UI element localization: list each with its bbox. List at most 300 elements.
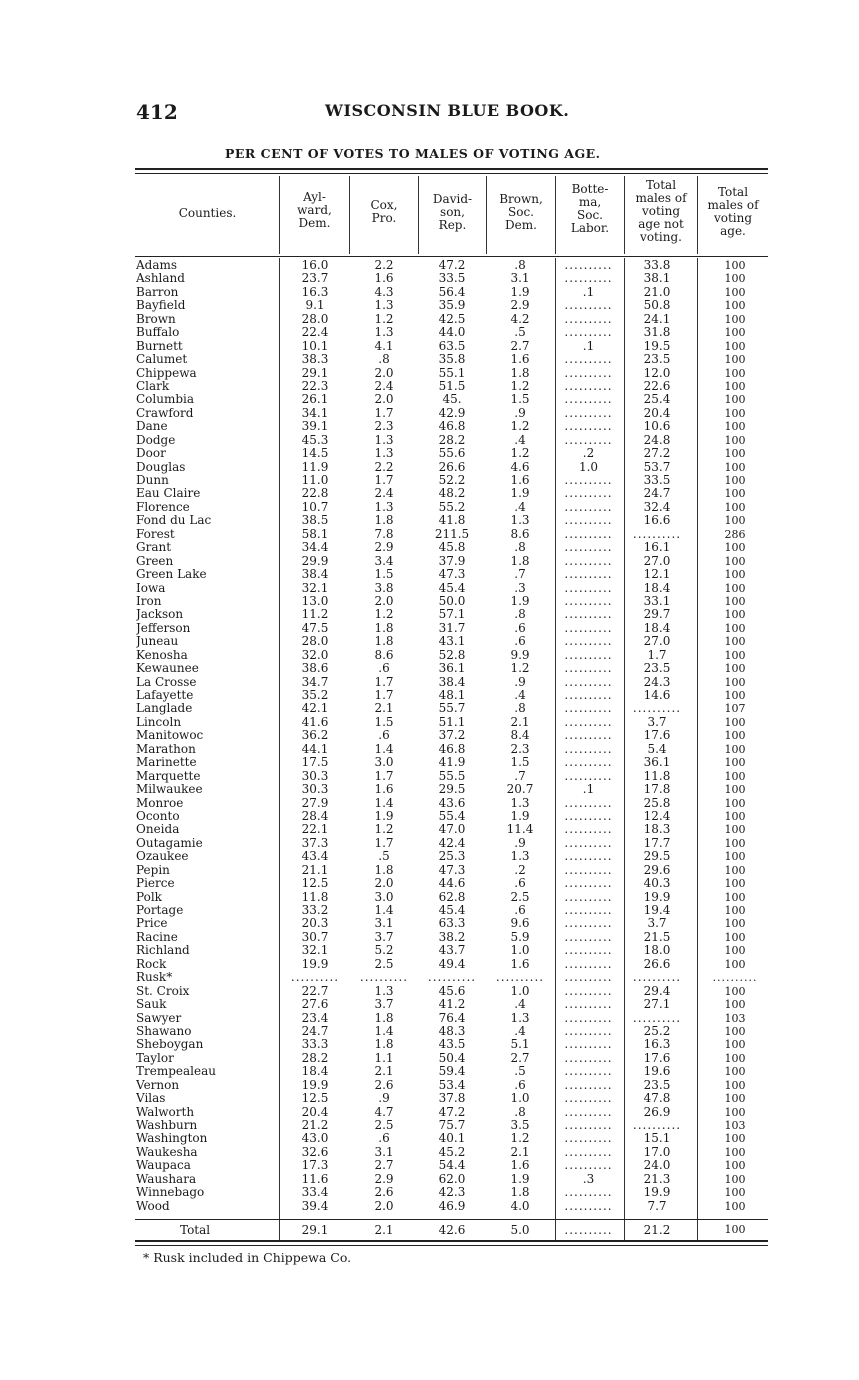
table-cell: 2.2 bbox=[374, 459, 394, 474]
table-cell: 1.8 bbox=[374, 634, 394, 649]
table-cell: 24.3 bbox=[643, 674, 671, 689]
county-name: Bayfield bbox=[136, 299, 186, 313]
table-row bbox=[136, 931, 768, 944]
table-cell: 100 bbox=[724, 1078, 746, 1092]
table-row bbox=[136, 1159, 768, 1172]
table-cell: 23.5 bbox=[643, 661, 671, 676]
table-cell: 100 bbox=[724, 1199, 746, 1213]
total-row bbox=[136, 1223, 768, 1237]
top-rule bbox=[135, 168, 768, 170]
table-cell: 43.0 bbox=[301, 1131, 329, 1146]
top-rule-thin bbox=[135, 173, 768, 174]
table-cell: 42.4 bbox=[438, 835, 466, 850]
table-cell: .......... bbox=[564, 513, 613, 528]
table-cell: 1.7 bbox=[374, 405, 394, 420]
footnote: * Rusk included in Chippewa Co. bbox=[143, 1250, 352, 1265]
table-cell: .......... bbox=[712, 971, 758, 985]
county-name: Columbia bbox=[136, 393, 195, 407]
table-cell: 100 bbox=[724, 299, 746, 313]
table-cell: 1.3 bbox=[510, 795, 530, 810]
table-cell: 2.7 bbox=[510, 1050, 530, 1065]
table-cell: 11.9 bbox=[301, 459, 329, 474]
table-cell: 18.4 bbox=[301, 1064, 329, 1079]
table-cell: 33.5 bbox=[643, 473, 671, 487]
table-row bbox=[136, 582, 768, 595]
table-row bbox=[136, 797, 768, 810]
table-cell: 1.8 bbox=[510, 553, 530, 568]
table-row bbox=[136, 595, 768, 608]
table-cell: 47.8 bbox=[643, 1091, 671, 1106]
county-name: Jackson bbox=[136, 608, 184, 622]
column-header: Botte- ma, Soc. Labor. bbox=[570, 182, 610, 235]
table-cell: .1 bbox=[582, 338, 595, 353]
table-cell: 32.6 bbox=[301, 1144, 329, 1159]
table-cell: 1.7 bbox=[374, 688, 394, 702]
table-row bbox=[136, 393, 768, 406]
county-name: Rusk* bbox=[136, 971, 173, 985]
table-cell: .6 bbox=[514, 1077, 526, 1092]
county-name: Green Lake bbox=[136, 568, 207, 582]
table-cell: 17.7 bbox=[643, 835, 671, 850]
table-cell: .8 bbox=[514, 607, 526, 622]
table-row bbox=[136, 447, 768, 460]
table-cell: .......... bbox=[564, 741, 613, 756]
table-cell: .......... bbox=[564, 473, 613, 487]
table-row bbox=[136, 676, 768, 689]
table-cell: .1 bbox=[582, 284, 595, 299]
table-cell: 100 bbox=[724, 554, 746, 568]
county-name: Walworth bbox=[136, 1105, 195, 1119]
table-row bbox=[136, 434, 768, 447]
table-cell: .......... bbox=[564, 889, 613, 904]
county-name: Racine bbox=[136, 930, 178, 944]
table-cell: 100 bbox=[724, 998, 746, 1012]
table-cell: .1 bbox=[582, 782, 595, 797]
county-name: Sauk bbox=[136, 998, 167, 1012]
table-row bbox=[136, 259, 768, 272]
table-row bbox=[136, 1106, 768, 1119]
table-cell: 1.8 bbox=[374, 513, 394, 528]
table-cell: 63.3 bbox=[438, 916, 466, 931]
table-cell: 35.9 bbox=[438, 298, 466, 313]
table-cell: 45.2 bbox=[438, 1144, 466, 1159]
county-name: Wood bbox=[136, 1199, 170, 1213]
table-cell: 100 bbox=[724, 312, 746, 326]
column-header: Total males of voting age. bbox=[707, 185, 759, 238]
table-cell: 100 bbox=[724, 420, 746, 434]
column-header: Brown, Soc. Dem. bbox=[499, 192, 543, 232]
table-cell: 38.4 bbox=[438, 674, 466, 689]
table-cell: 100 bbox=[724, 715, 746, 729]
table-cell: 1.8 bbox=[510, 365, 530, 380]
table-cell: 25.2 bbox=[643, 1023, 671, 1038]
table-cell: 100 bbox=[724, 904, 746, 917]
table-cell: 20.4 bbox=[301, 1104, 329, 1119]
table-cell: 3.7 bbox=[374, 929, 394, 944]
table-cell: 29.9 bbox=[301, 553, 329, 568]
table-cell: 100 bbox=[724, 541, 746, 555]
table-cell: 32.1 bbox=[301, 943, 329, 958]
table-cell: 33.4 bbox=[301, 1185, 329, 1200]
table-cell: 100 bbox=[724, 635, 746, 649]
table-cell: 100 bbox=[724, 917, 746, 931]
table-cell: .......... bbox=[564, 405, 613, 420]
table-cell: 100 bbox=[724, 850, 746, 864]
table-cell: 1.5 bbox=[374, 714, 394, 729]
table-cell: 43.4 bbox=[301, 849, 329, 864]
table-cell: .8 bbox=[514, 258, 526, 272]
table-cell: .......... bbox=[564, 849, 613, 864]
table-row bbox=[136, 1146, 768, 1159]
table-cell: 5.4 bbox=[647, 741, 667, 756]
table-cell: 55.4 bbox=[438, 808, 466, 823]
table-body bbox=[136, 259, 768, 1213]
table-cell: .7 bbox=[514, 768, 526, 783]
table-cell: .......... bbox=[564, 903, 613, 917]
table-cell: 2.3 bbox=[374, 419, 394, 434]
table-row bbox=[136, 353, 768, 366]
county-name: Door bbox=[136, 447, 166, 461]
table-cell: 5.1 bbox=[510, 1037, 530, 1052]
table-cell: 17.3 bbox=[301, 1158, 329, 1173]
table-cell: 33.8 bbox=[643, 258, 671, 272]
table-cell: 21.5 bbox=[643, 929, 671, 944]
table-cell: 1.4 bbox=[374, 1023, 394, 1038]
county-name: Marquette bbox=[136, 769, 201, 783]
table-cell: 1.2 bbox=[374, 311, 394, 326]
table-cell: 24.1 bbox=[643, 311, 671, 326]
county-name: Lafayette bbox=[136, 689, 194, 702]
table-cell: 26.6 bbox=[438, 459, 466, 474]
table-cell: 1.2 bbox=[510, 378, 530, 393]
table-cell: 37.2 bbox=[438, 728, 466, 743]
table-cell: 19.6 bbox=[643, 1064, 671, 1079]
table-cell: .......... bbox=[564, 580, 613, 595]
table-cell: 26.1 bbox=[301, 392, 329, 407]
county-name: Juneau bbox=[136, 635, 179, 649]
county-name: Richland bbox=[136, 944, 190, 958]
table-row bbox=[136, 756, 768, 769]
county-name: Dodge bbox=[136, 433, 176, 447]
table-cell: 29.5 bbox=[438, 782, 466, 797]
county-name: Eau Claire bbox=[136, 487, 201, 501]
table-cell: 52.8 bbox=[438, 647, 466, 662]
table-row bbox=[136, 1052, 768, 1065]
table-cell: 37.3 bbox=[301, 835, 329, 850]
table-cell: 47.2 bbox=[438, 1104, 466, 1119]
county-name: Iron bbox=[136, 594, 162, 608]
table-cell: 26.6 bbox=[643, 956, 671, 971]
table-cell: 3.0 bbox=[374, 889, 394, 904]
table-cell: 47.2 bbox=[438, 258, 466, 272]
table-row bbox=[136, 568, 768, 581]
table-cell: 2.1 bbox=[374, 1223, 394, 1237]
table-cell: .......... bbox=[632, 1010, 682, 1025]
table-cell: 18.4 bbox=[643, 620, 671, 635]
table-cell: 3.4 bbox=[374, 553, 394, 568]
table-row bbox=[136, 783, 768, 796]
table-cell: 38.2 bbox=[438, 929, 466, 944]
table-cell: 33.2 bbox=[301, 903, 329, 917]
table-cell: 33.1 bbox=[643, 593, 671, 608]
table-cell: 1.0 bbox=[578, 459, 599, 474]
table-cell: 39.1 bbox=[301, 419, 329, 434]
table-cell: 50.8 bbox=[643, 298, 671, 313]
table-cell: .......... bbox=[564, 325, 613, 340]
table-cell: 8.6 bbox=[510, 526, 530, 541]
table-cell: 16.6 bbox=[643, 513, 671, 528]
county-name: Florence bbox=[136, 500, 190, 514]
table-cell: 2.1 bbox=[374, 1064, 394, 1079]
table-cell: .......... bbox=[564, 862, 613, 877]
table-cell: 46.8 bbox=[438, 419, 466, 434]
table-cell: .6 bbox=[514, 903, 526, 917]
table-cell: 62.0 bbox=[438, 1171, 466, 1186]
table-cell: 32.4 bbox=[643, 499, 671, 514]
table-cell: .......... bbox=[564, 365, 613, 380]
table-cell: 19.4 bbox=[643, 903, 671, 917]
table-cell: .7 bbox=[514, 567, 526, 582]
table-cell: 100 bbox=[724, 1159, 746, 1173]
table-cell: 55.6 bbox=[438, 446, 466, 461]
table-cell: 11.8 bbox=[301, 889, 329, 904]
table-cell: 34.7 bbox=[301, 674, 329, 689]
table-cell: 100 bbox=[724, 1105, 746, 1119]
county-name: Adams bbox=[136, 259, 178, 272]
county-name: Waukesha bbox=[136, 1145, 198, 1159]
table-cell: 11.8 bbox=[643, 768, 671, 783]
table-cell: 45.6 bbox=[438, 983, 466, 998]
table-cell: .......... bbox=[564, 647, 613, 662]
table-cell: 29.1 bbox=[301, 365, 329, 380]
table-cell: 100 bbox=[724, 1223, 746, 1236]
table-cell: 41.2 bbox=[438, 997, 466, 1012]
table-cell: 35.2 bbox=[301, 688, 329, 702]
county-name: Kenosha bbox=[136, 648, 188, 662]
table-cell: 2.0 bbox=[374, 392, 394, 407]
table-cell: .9 bbox=[378, 1091, 390, 1106]
table-cell: 1.2 bbox=[374, 822, 394, 837]
table-cell: .8 bbox=[378, 352, 390, 367]
table-cell: 2.9 bbox=[374, 1171, 394, 1186]
table-cell: 47.0 bbox=[438, 822, 466, 837]
table-cell: .......... bbox=[564, 1023, 613, 1038]
table-cell: 3.8 bbox=[374, 580, 394, 595]
county-name: Crawford bbox=[136, 406, 194, 420]
table-cell: 30.7 bbox=[301, 929, 329, 944]
table-row bbox=[136, 474, 768, 487]
table-row bbox=[136, 1038, 768, 1051]
table-cell: 100 bbox=[724, 742, 746, 756]
table-cell: 1.2 bbox=[374, 607, 394, 622]
table-cell: .......... bbox=[564, 1223, 613, 1237]
table-cell: 1.6 bbox=[510, 473, 530, 487]
table-cell: .......... bbox=[564, 1050, 613, 1065]
table-cell: 24.0 bbox=[643, 1158, 671, 1173]
table-cell: 100 bbox=[724, 447, 746, 461]
table-cell: 10.7 bbox=[301, 499, 329, 514]
table-cell: 27.2 bbox=[643, 446, 671, 461]
table-row bbox=[136, 891, 768, 904]
table-cell: 27.6 bbox=[301, 997, 329, 1012]
header-bottom-rule bbox=[135, 256, 768, 257]
table-cell: 56.4 bbox=[438, 284, 466, 299]
table-row bbox=[136, 904, 768, 917]
table-cell: .......... bbox=[564, 499, 613, 514]
table-cell: 5.0 bbox=[510, 1223, 530, 1237]
table-cell: 36.1 bbox=[438, 661, 466, 676]
table-cell: 10.1 bbox=[301, 338, 329, 353]
table-cell: .......... bbox=[564, 1158, 613, 1173]
table-cell: 3.0 bbox=[374, 755, 394, 770]
table-cell: .......... bbox=[564, 1010, 613, 1025]
table-row bbox=[136, 635, 768, 648]
table-cell: .4 bbox=[514, 432, 526, 447]
table-row bbox=[136, 864, 768, 877]
table-cell: 100 bbox=[724, 487, 746, 501]
table-cell: 16.1 bbox=[643, 540, 671, 555]
table-cell: 100 bbox=[724, 836, 746, 850]
table-cell: 103 bbox=[724, 1119, 746, 1132]
table-cell: 2.1 bbox=[510, 1144, 530, 1159]
county-name: Trempealeau bbox=[136, 1065, 216, 1079]
table-cell: 3.7 bbox=[647, 714, 667, 729]
table-cell: 42.9 bbox=[438, 405, 466, 420]
table-cell: 2.7 bbox=[374, 1158, 394, 1173]
table-cell: 100 bbox=[724, 272, 746, 286]
table-cell: .6 bbox=[378, 661, 390, 676]
table-cell: .8 bbox=[514, 1104, 526, 1119]
table-cell: 42.6 bbox=[438, 1223, 466, 1237]
table-cell: .......... bbox=[564, 714, 613, 729]
table-cell: .......... bbox=[632, 970, 682, 985]
column-header: Cox, Pro. bbox=[370, 198, 398, 225]
table-cell: 100 bbox=[724, 259, 746, 272]
table-row bbox=[136, 662, 768, 675]
table-row bbox=[136, 770, 768, 783]
table-cell: 100 bbox=[724, 285, 746, 299]
county-name: Manitowoc bbox=[136, 729, 204, 743]
table-cell: 100 bbox=[724, 326, 746, 340]
table-cell: .......... bbox=[564, 701, 613, 716]
bottom-rule-thin bbox=[135, 1245, 768, 1246]
county-name: Sawyer bbox=[136, 1011, 182, 1025]
table-cell: 2.4 bbox=[374, 378, 394, 393]
table-cell: 16.0 bbox=[301, 258, 329, 272]
table-row bbox=[136, 501, 768, 514]
table-cell: 1.8 bbox=[374, 1010, 394, 1025]
county-name: Vilas bbox=[136, 1092, 166, 1106]
table-cell: 50.4 bbox=[438, 1050, 466, 1065]
table-cell: .6 bbox=[378, 1131, 390, 1146]
table-cell: 103 bbox=[724, 1011, 746, 1025]
table-cell: 1.8 bbox=[374, 1037, 394, 1052]
table-cell: .4 bbox=[514, 499, 526, 514]
table-cell: 53.7 bbox=[643, 459, 671, 474]
table-cell: 1.8 bbox=[510, 1185, 530, 1200]
table-cell: 29.1 bbox=[301, 1223, 329, 1237]
table-cell: 100 bbox=[724, 689, 746, 702]
column-header: David- son, Rep. bbox=[432, 192, 473, 232]
table-cell: .8 bbox=[514, 540, 526, 555]
table-cell: 1.2 bbox=[510, 661, 530, 676]
table-cell: 29.6 bbox=[643, 862, 671, 877]
table-cell: 44.0 bbox=[438, 325, 466, 340]
table-cell: .......... bbox=[564, 688, 613, 702]
table-cell: .......... bbox=[564, 1118, 613, 1132]
table-cell: 45.4 bbox=[438, 903, 466, 917]
table-cell: 100 bbox=[724, 594, 746, 608]
table-cell: 100 bbox=[724, 877, 746, 891]
table-cell: 40.3 bbox=[643, 876, 671, 891]
table-row bbox=[136, 1119, 768, 1132]
county-name: Price bbox=[136, 917, 168, 931]
table-row bbox=[136, 367, 768, 380]
county-name: Portage bbox=[136, 904, 184, 917]
table-cell: 50.0 bbox=[438, 593, 466, 608]
table-cell: .......... bbox=[564, 567, 613, 582]
table-cell: 36.1 bbox=[643, 755, 671, 770]
table-cell: .2 bbox=[582, 446, 595, 461]
table-cell: 44.1 bbox=[301, 741, 329, 756]
table-cell: 1.9 bbox=[510, 284, 530, 299]
table-cell: .......... bbox=[564, 916, 613, 931]
total-top-rule bbox=[135, 1219, 768, 1220]
table-cell: 55.5 bbox=[438, 768, 466, 783]
table-cell: 20.3 bbox=[301, 916, 329, 931]
table-cell: 4.1 bbox=[374, 338, 394, 353]
table-cell: .......... bbox=[564, 983, 613, 998]
table-cell: .......... bbox=[564, 1131, 613, 1146]
table-cell: 22.6 bbox=[643, 378, 671, 393]
table-cell: 25.4 bbox=[643, 392, 671, 407]
table-cell: 29.4 bbox=[643, 983, 671, 998]
table-cell: 3.1 bbox=[374, 1144, 394, 1159]
table-cell: 5.2 bbox=[374, 943, 394, 958]
table-cell: 25.3 bbox=[438, 849, 466, 864]
table-cell: 1.9 bbox=[510, 1171, 530, 1186]
table-cell: 33.3 bbox=[301, 1037, 329, 1052]
table-cell: 1.9 bbox=[510, 486, 530, 501]
table-cell: 100 bbox=[724, 1065, 746, 1079]
table-cell: 11.2 bbox=[301, 607, 329, 622]
table-cell: .......... bbox=[564, 1185, 613, 1200]
table-row bbox=[136, 1092, 768, 1105]
table-cell: 52.2 bbox=[438, 473, 466, 487]
table-row bbox=[136, 1012, 768, 1025]
county-name: Dane bbox=[136, 420, 168, 434]
table-cell: 22.8 bbox=[301, 486, 329, 501]
table-cell: 100 bbox=[724, 460, 746, 474]
table-cell: 21.3 bbox=[643, 1171, 671, 1186]
table-cell: 1.3 bbox=[510, 849, 530, 864]
table-cell: 25.8 bbox=[643, 795, 671, 810]
table-row bbox=[136, 286, 768, 299]
county-name: Brown bbox=[136, 312, 176, 326]
table-cell: 1.4 bbox=[374, 795, 394, 810]
table-cell: 47.3 bbox=[438, 567, 466, 582]
table-cell: 28.2 bbox=[301, 1050, 329, 1065]
table-cell: 37.8 bbox=[438, 1091, 466, 1106]
table-cell: 2.9 bbox=[510, 298, 530, 313]
table-cell: .6 bbox=[514, 876, 526, 891]
table-cell: 8.4 bbox=[510, 728, 530, 743]
table-cell: 4.0 bbox=[510, 1198, 530, 1213]
table-cell: 19.9 bbox=[643, 1185, 671, 1200]
table-cell: 100 bbox=[724, 474, 746, 487]
table-cell: 1.6 bbox=[510, 1158, 530, 1173]
table-row bbox=[136, 823, 768, 836]
